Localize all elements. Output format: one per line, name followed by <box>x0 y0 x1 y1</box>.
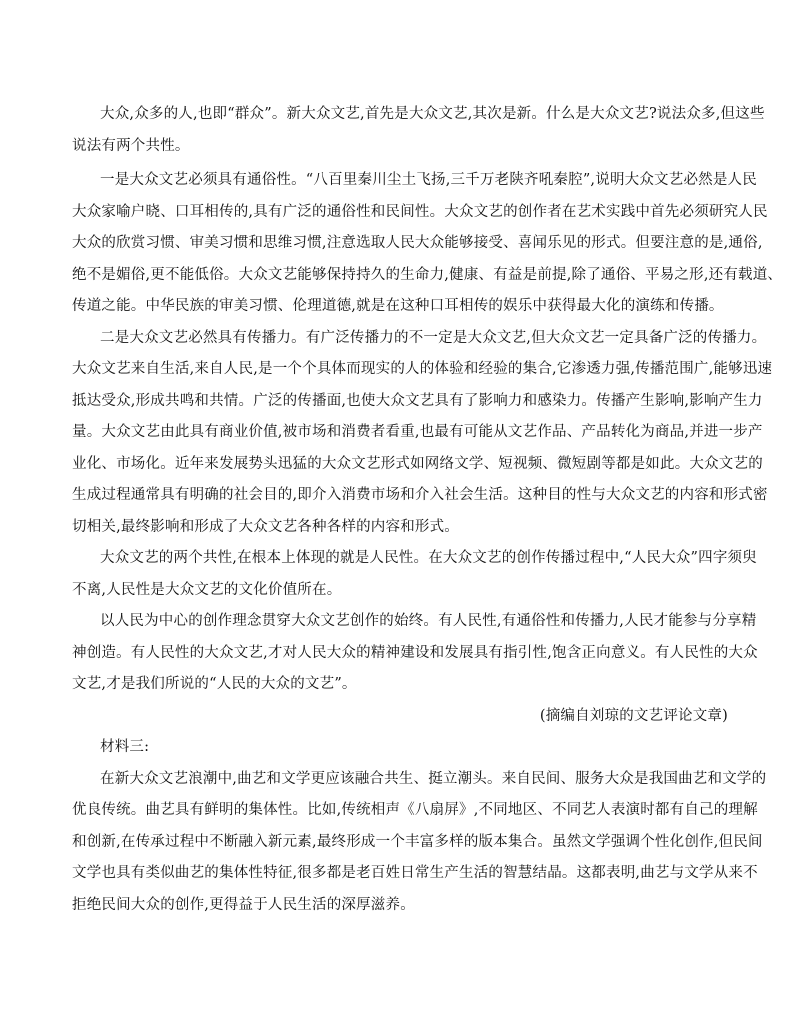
source-note: (摘编自刘琼的文艺评论文章) <box>539 708 728 724</box>
paragraph-3-line-6: 生成过程通常具有明确的社会目的,即介入消费市场和介入社会生活。这种目的性与大众文艺的内容和形式密 <box>72 487 768 503</box>
paragraph-3-line-3: 抵达受众,形成共鸣和共情。广泛的传播面,也使大众文艺具有了影响力和感染力。传播产生影响,影响产生力 <box>72 393 763 409</box>
paragraph-2-line-3: 大众的欣赏习惯、审美习惯和思维习惯,注意选取人民大众能够接受、喜闻乐见的形式。但要注意的是,通俗, <box>72 235 763 251</box>
paragraph-3-line-1: 二是大众文艺必然具有传播力。有广泛传播力的不一定是大众文艺,但大众文艺一定具备广泛的传播力。 <box>100 330 767 346</box>
material-3-line-5: 拒绝民间大众的创作,更得益于人民生活的深厚滋养。 <box>72 897 415 913</box>
paragraph-1-line-2: 说法有两个共性。 <box>72 138 190 154</box>
paragraph-3-line-7: 切相关,最终影响和形成了大众文艺各种各样的内容和形式。 <box>72 519 460 535</box>
paragraph-3-line-4: 量。大众文艺由此具有商业价值,被市场和消费者看重,也最有可能从文艺作品、产品转化为商品,并进一步产 <box>72 424 763 440</box>
material-label: 材料三: <box>100 739 150 755</box>
paragraph-2-line-5: 传道之能。中华民族的审美习惯、伦理道德,就是在这种口耳相传的娱乐中获得最大化的演练和传播。 <box>72 298 724 314</box>
paragraph-4-line-1: 大众文艺的两个共性,在根本上体现的就是人民性。在大众文艺的创作传播过程中,“人民大众”四字须臾 <box>100 550 757 566</box>
material-3-line-2: 优良传统。曲艺具有鲜明的集体性。比如,传统相声《八扇屏》,不同地区、不同艺人表演时都有自己的理解 <box>72 802 758 818</box>
paragraph-3-line-5: 业化、市场化。近年来发展势头迅猛的大众文艺形式如网络文学、短视频、微短剧等都是如此。大众文艺的 <box>72 456 763 472</box>
material-3-line-3: 和创新,在传承过程中不断融入新元素,最终形成一个丰富多样的版本集合。虽然文学强调个性化创作,但民间 <box>72 834 763 850</box>
material-3-line-1: 在新大众文艺浪潮中,曲艺和文学更应该融合共生、挺立潮头。来自民间、服务大众是我国曲艺和文学的 <box>100 771 767 787</box>
paragraph-4-line-2: 不离,人民性是大众文艺的文化价值所在。 <box>72 582 342 598</box>
paragraph-2-line-4: 绝不是媚俗,更不能低俗。大众文艺能够保持持久的生命力,健康、有益是前提,除了通俗、平易之形,还有载道、 <box>72 267 783 283</box>
paragraph-5-line-1: 以人民为中心的创作理念贯穿大众文艺创作的始终。有人民性,有通俗性和传播力,人民才能参与分享精 <box>100 613 757 629</box>
paragraph-5-line-2: 神创造。有人民性的大众文艺,才对人民大众的精神建设和发展具有指引性,饱含正向意义。有人民性的大众 <box>72 645 758 661</box>
paragraph-1-line-1: 大众,众多的人,也即“群众”。新大众文艺,首先是大众文艺,其次是新。什么是大众文艺?说法众多,但这些 <box>100 106 765 122</box>
paragraph-2-line-2: 大众家喻户晓、口耳相传的,具有广泛的通俗性和民间性。大众文艺的创作者在艺术实践中首先必须研究人民 <box>72 204 768 220</box>
material-3-line-4: 文学也具有类似曲艺的集体性特征,很多都是老百姓日常生产生活的智慧结晶。这都表明,曲艺与文学从来不 <box>72 865 758 881</box>
paragraph-2-line-1: 一是大众文艺必须具有通俗性。“八百里秦川尘土飞扬,三千万老陕齐吼秦腔”,说明大众文艺必然是人民 <box>100 172 757 188</box>
paragraph-3-line-2: 大众文艺来自生活,来自人民,是一个个具体而现实的人的体验和经验的集合,它渗透力强,传播范围广,能够迅速 <box>72 361 773 377</box>
paragraph-5-line-3: 文艺,才是我们所说的“人民的大众的文艺”。 <box>72 676 357 692</box>
